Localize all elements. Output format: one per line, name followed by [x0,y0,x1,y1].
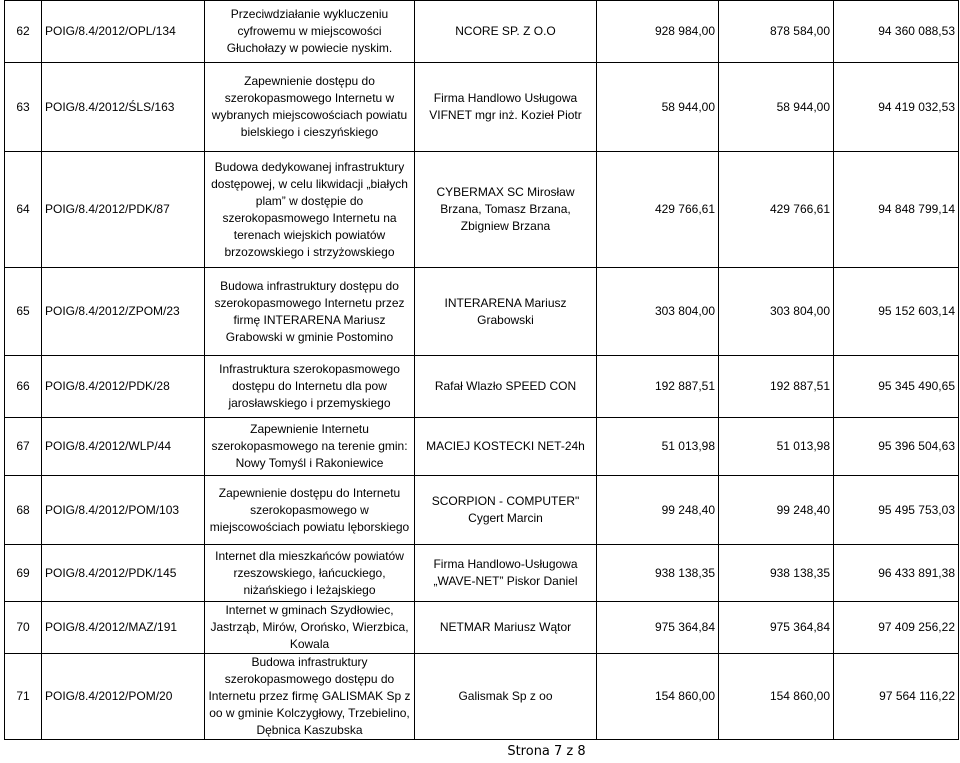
total-value: 58 944,00 [597,63,719,152]
row-number: 64 [5,152,42,268]
project-code: POIG/8.4/2012/WLP/44 [42,418,205,476]
beneficiary: NCORE SP. Z O.O [415,1,597,63]
projects-table [4,0,959,740]
project-title: Internet w gminach Szydłowiec, Jastrząb, Mirów, Orońsko, Wierzbica, Kowala [205,602,415,654]
total-value: 192 887,51 [597,356,719,418]
row-number: 67 [5,418,42,476]
beneficiary: Firma Handlowo-Usługowa „WAVE-NET” Piskor Daniel [415,545,597,602]
eligible-value: 51 013,98 [719,418,834,476]
beneficiary: Rafał Wlazło SPEED CON [415,356,597,418]
beneficiary: Firma Handlowo Usługowa VIFNET mgr inż. Kozieł Piotr [415,63,597,152]
eligible-value: 154 860,00 [719,654,834,740]
total-value: 928 984,00 [597,1,719,63]
project-title: Zapewnienie dostępu do Internetu szerokopasmowego w miejscowościach powiatu lęborskiego [205,476,415,545]
total-value: 51 013,98 [597,418,719,476]
project-code: POIG/8.4/2012/PDK/28 [42,356,205,418]
project-code: POIG/8.4/2012/POM/20 [42,654,205,740]
beneficiary: SCORPION - COMPUTER" Cygert Marcin [415,476,597,545]
beneficiary: CYBERMAX SC Mirosław Brzana, Tomasz Brzana, Zbigniew Brzana [415,152,597,268]
project-title: Zapewnienie Internetu szerokopasmowego na terenie gmin: Nowy Tomyśl i Rakoniewice [205,418,415,476]
table-row [5,356,959,418]
eligible-value: 878 584,00 [719,1,834,63]
eligible-value: 192 887,51 [719,356,834,418]
row-number: 65 [5,268,42,356]
beneficiary: NETMAR Mariusz Wątor [415,602,597,654]
total-value: 154 860,00 [597,654,719,740]
project-code: POIG/8.4/2012/POM/103 [42,476,205,545]
total-value: 429 766,61 [597,152,719,268]
cumulative-value: 95 152 603,14 [834,268,959,356]
project-title: Budowa infrastruktury szerokopasmowego dostępu do Internetu przez firmę GALISMAK Sp z oo w gminie Kolczygłowy, Trzebielino, Dębnica Kaszubska [205,654,415,740]
project-title: Internet dla mieszkańców powiatów rzeszowskiego, łańcuckiego, niżańskiego i leżajskiego [205,545,415,602]
total-value: 99 248,40 [597,476,719,545]
project-code: POIG/8.4/2012/ZPOM/23 [42,268,205,356]
project-title: Infrastruktura szerokopasmowego dostępu do Internetu dla pow jarosławskiego i przemyskiego [205,356,415,418]
row-number: 69 [5,545,42,602]
row-number: 71 [5,654,42,740]
project-title: Budowa dedykowanej infrastruktury dostępowej, w celu likwidacji „białych plam” w dostępie do szerokopasmowego Internetu na terenach wiejskich powiatów brzozowskiego i strzyżowskiego [205,152,415,268]
project-code: POIG/8.4/2012/OPL/134 [42,1,205,63]
total-value: 938 138,35 [597,545,719,602]
page-footer: Strona 7 z 8 [507,744,586,759]
cumulative-value: 94 848 799,14 [834,152,959,268]
project-code: POIG/8.4/2012/ŚLS/163 [42,63,205,152]
beneficiary: MACIEJ KOSTECKI NET-24h [415,418,597,476]
table-row [5,602,959,654]
row-number: 63 [5,63,42,152]
table-row [5,418,959,476]
eligible-value: 429 766,61 [719,152,834,268]
project-code: POIG/8.4/2012/MAZ/191 [42,602,205,654]
table-row [5,152,959,268]
eligible-value: 99 248,40 [719,476,834,545]
cumulative-value: 95 396 504,63 [834,418,959,476]
eligible-value: 975 364,84 [719,602,834,654]
cumulative-value: 97 564 116,22 [834,654,959,740]
row-number: 66 [5,356,42,418]
cumulative-value: 95 345 490,65 [834,356,959,418]
cumulative-value: 94 360 088,53 [834,1,959,63]
total-value: 303 804,00 [597,268,719,356]
cumulative-value: 95 495 753,03 [834,476,959,545]
table-row [5,268,959,356]
row-number: 70 [5,602,42,654]
project-title: Zapewnienie dostępu do szerokopasmowego Internetu w wybranych miejscowościach powiatu bielskiego i cieszyńskiego [205,63,415,152]
cumulative-value: 94 419 032,53 [834,63,959,152]
row-number: 62 [5,1,42,63]
row-number: 68 [5,476,42,545]
table-row [5,545,959,602]
project-code: POIG/8.4/2012/PDK/145 [42,545,205,602]
table-row [5,1,959,63]
beneficiary: INTERARENA Mariusz Grabowski [415,268,597,356]
total-value: 975 364,84 [597,602,719,654]
project-title: Budowa infrastruktury dostępu do szerokopasmowego Internetu przez firmę INTERARENA Mariusz Grabowski w gminie Postomino [205,268,415,356]
table-row [5,476,959,545]
beneficiary: Galismak Sp z oo [415,654,597,740]
project-title: Przeciwdziałanie wykluczeniu cyfrowemu w miejscowości Głuchołazy w powiecie nyskim. [205,1,415,63]
table-row [5,63,959,152]
cumulative-value: 96 433 891,38 [834,545,959,602]
table-row [5,654,959,740]
project-code: POIG/8.4/2012/PDK/87 [42,152,205,268]
cumulative-value: 97 409 256,22 [834,602,959,654]
eligible-value: 303 804,00 [719,268,834,356]
eligible-value: 58 944,00 [719,63,834,152]
table-body [5,1,959,740]
eligible-value: 938 138,35 [719,545,834,602]
